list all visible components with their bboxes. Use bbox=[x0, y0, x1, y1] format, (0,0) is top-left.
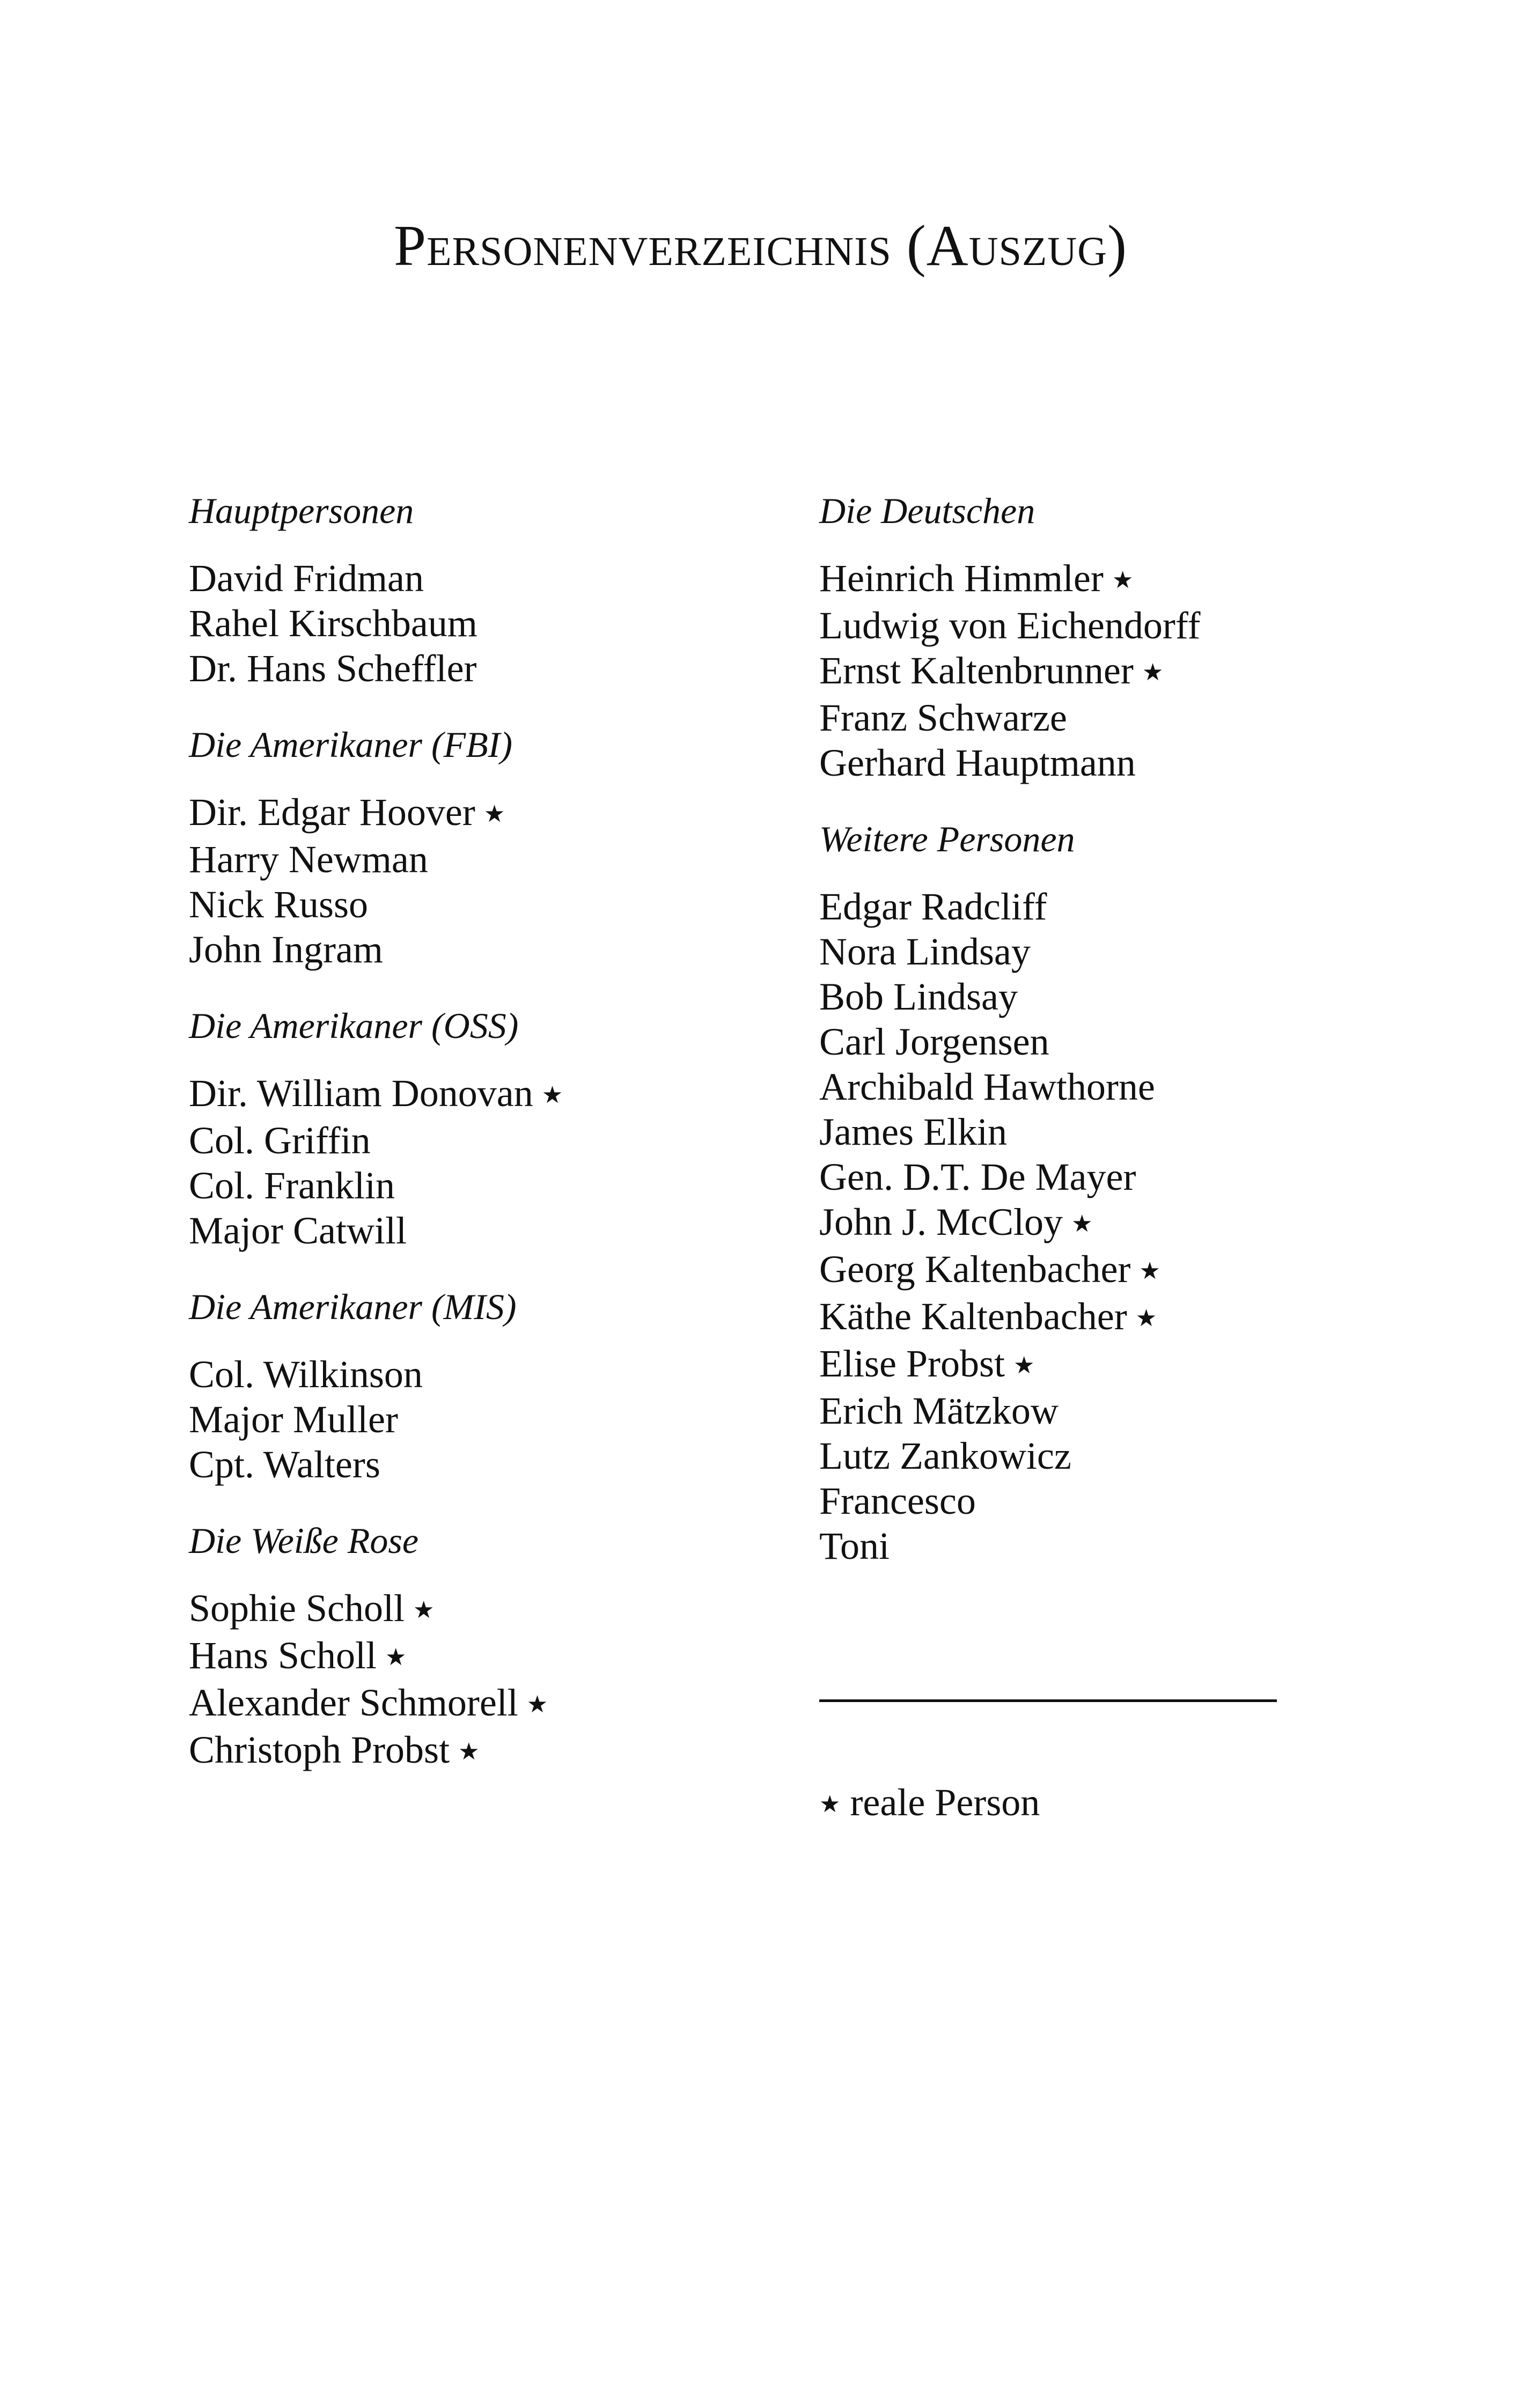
person-name: Nora Lindsay bbox=[819, 930, 1031, 973]
person-name: Harry Newman bbox=[189, 838, 428, 881]
star-icon: ★ bbox=[819, 1791, 841, 1817]
person-name: John J. McCloy bbox=[819, 1201, 1063, 1243]
person-name: Gerhard Hauptmann bbox=[819, 741, 1136, 784]
section bbox=[189, 1284, 779, 1487]
person-list bbox=[189, 1586, 779, 1774]
section bbox=[819, 488, 1409, 785]
person-entry bbox=[819, 1433, 1409, 1478]
person-name: Nick Russo bbox=[189, 883, 369, 926]
person-name: Heinrich Himmler bbox=[819, 557, 1104, 600]
person-entry bbox=[819, 1247, 1409, 1294]
person-entry bbox=[819, 884, 1409, 929]
person-name: David Fridman bbox=[189, 557, 424, 600]
person-entry bbox=[819, 556, 1409, 603]
footnote-text: reale Person bbox=[850, 1781, 1040, 1824]
person-name: Georg Kaltenbacher bbox=[819, 1248, 1131, 1291]
person-entry bbox=[819, 929, 1409, 974]
section bbox=[819, 816, 1409, 1568]
person-entry bbox=[819, 1109, 1409, 1154]
section-heading: Weitere Personen bbox=[819, 819, 1075, 859]
person-name: Col. Wilkinson bbox=[189, 1353, 423, 1396]
person-name: Elise Probst bbox=[819, 1342, 1005, 1385]
person-name: Erich Mätzkow bbox=[819, 1389, 1059, 1432]
star-icon: ★ bbox=[483, 801, 505, 827]
person-list bbox=[819, 884, 1409, 1568]
star-icon: ★ bbox=[1135, 1305, 1157, 1331]
person-entry bbox=[189, 1071, 779, 1118]
person-entry bbox=[819, 1478, 1409, 1523]
section-heading: Die Weiße Rose bbox=[189, 1520, 419, 1561]
section-heading: Die Amerikaner (OSS) bbox=[189, 1005, 519, 1046]
star-icon: ★ bbox=[541, 1082, 563, 1108]
person-name: Franz Schwarze bbox=[819, 696, 1067, 739]
star-icon: ★ bbox=[1112, 567, 1134, 593]
section-heading: Hauptpersonen bbox=[189, 490, 414, 531]
person-name: Col. Griffin bbox=[189, 1119, 371, 1162]
person-entry bbox=[819, 695, 1409, 740]
person-list bbox=[189, 556, 779, 691]
person-name: Ludwig von Eichendorff bbox=[819, 604, 1201, 647]
section bbox=[189, 722, 779, 972]
person-list bbox=[189, 790, 779, 972]
section bbox=[189, 1003, 779, 1253]
person-entry bbox=[189, 790, 779, 837]
person-name: Käthe Kaltenbacher bbox=[819, 1295, 1127, 1338]
person-entry bbox=[189, 837, 779, 882]
person-name: Alexander Schmorell bbox=[189, 1681, 518, 1724]
person-name: Francesco bbox=[819, 1479, 976, 1522]
person-entry bbox=[189, 1352, 779, 1397]
section-heading: Die Amerikaner (MIS) bbox=[189, 1286, 517, 1327]
person-name: Dir. Edgar Hoover bbox=[189, 791, 475, 834]
person-name: Major Muller bbox=[189, 1398, 398, 1441]
person-entry bbox=[189, 1633, 779, 1680]
person-entry bbox=[189, 646, 779, 691]
person-entry bbox=[189, 927, 779, 972]
person-name: Archibald Hawthorne bbox=[819, 1065, 1155, 1108]
person-entry bbox=[819, 1341, 1409, 1388]
person-entry bbox=[189, 882, 779, 927]
person-entry bbox=[189, 1163, 779, 1208]
person-entry bbox=[819, 1019, 1409, 1064]
person-name: Dr. Hans Scheffler bbox=[189, 647, 477, 690]
person-entry bbox=[819, 648, 1409, 695]
footnote bbox=[819, 1780, 1040, 1827]
star-icon: ★ bbox=[1142, 659, 1164, 686]
person-entry bbox=[189, 1118, 779, 1163]
person-entry bbox=[189, 1586, 779, 1633]
section-heading: Die Amerikaner (FBI) bbox=[189, 724, 512, 765]
person-name: Sophie Scholl bbox=[189, 1587, 405, 1630]
person-name: John Ingram bbox=[189, 928, 383, 971]
person-name: Ernst Kaltenbrunner bbox=[819, 649, 1134, 692]
left-column bbox=[189, 488, 779, 1806]
person-name: Cpt. Walters bbox=[189, 1443, 380, 1486]
person-name: Edgar Radcliff bbox=[819, 885, 1047, 928]
star-icon: ★ bbox=[1013, 1352, 1035, 1379]
person-entry bbox=[819, 603, 1409, 648]
person-entry bbox=[819, 974, 1409, 1019]
right-column bbox=[819, 488, 1409, 1600]
star-icon: ★ bbox=[385, 1644, 407, 1670]
person-name: James Elkin bbox=[819, 1110, 1007, 1153]
person-name: Col. Franklin bbox=[189, 1164, 395, 1207]
person-entry bbox=[189, 1442, 779, 1487]
person-entry bbox=[189, 1680, 779, 1727]
person-entry bbox=[189, 601, 779, 646]
person-entry bbox=[819, 1154, 1409, 1199]
person-entry bbox=[819, 740, 1409, 785]
section bbox=[189, 1518, 779, 1774]
star-icon: ★ bbox=[458, 1739, 480, 1765]
footnote-divider bbox=[819, 1699, 1277, 1702]
person-list bbox=[189, 1352, 779, 1487]
person-name: Major Catwill bbox=[189, 1209, 407, 1252]
person-name: Dir. William Donovan bbox=[189, 1072, 533, 1115]
person-name: Lutz Zankowicz bbox=[819, 1434, 1071, 1477]
person-entry bbox=[189, 1727, 779, 1774]
star-icon: ★ bbox=[1139, 1258, 1160, 1284]
person-name: Rahel Kirschbaum bbox=[189, 602, 477, 645]
person-entry bbox=[189, 1208, 779, 1253]
person-entry bbox=[819, 1064, 1409, 1109]
person-name: Toni bbox=[819, 1525, 890, 1567]
person-list bbox=[189, 1071, 779, 1253]
person-name: Gen. D.T. De Mayer bbox=[819, 1155, 1136, 1198]
section-heading: Die Deutschen bbox=[819, 490, 1035, 531]
person-entry bbox=[189, 1397, 779, 1442]
person-entry bbox=[819, 1199, 1409, 1247]
star-icon: ★ bbox=[413, 1597, 435, 1623]
person-entry bbox=[819, 1523, 1409, 1568]
person-name: Christoph Probst bbox=[189, 1728, 450, 1771]
person-entry bbox=[819, 1294, 1409, 1341]
person-list bbox=[819, 556, 1409, 785]
person-name: Hans Scholl bbox=[189, 1634, 377, 1677]
person-entry bbox=[819, 1388, 1409, 1433]
page-title: Personenverzeichnis (Auszug) bbox=[394, 214, 1127, 278]
person-name: Bob Lindsay bbox=[819, 975, 1018, 1018]
person-name: Carl Jorgensen bbox=[819, 1020, 1049, 1063]
person-entry bbox=[189, 556, 779, 601]
star-icon: ★ bbox=[526, 1691, 548, 1718]
star-icon: ★ bbox=[1071, 1211, 1093, 1237]
section bbox=[189, 488, 779, 691]
